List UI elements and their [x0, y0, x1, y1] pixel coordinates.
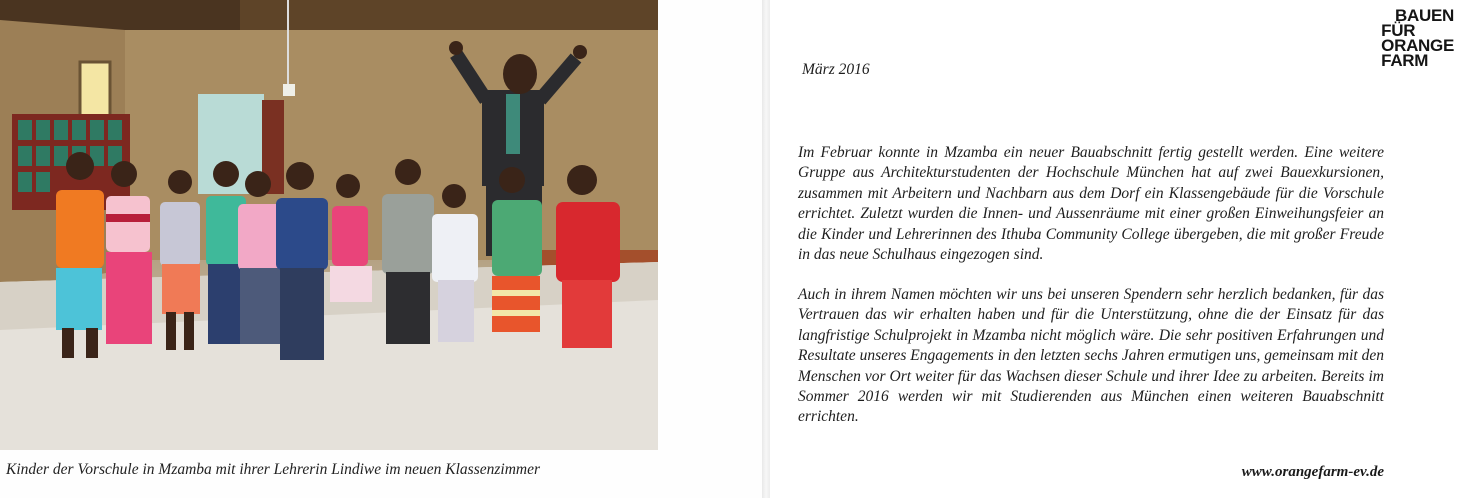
card-fold — [762, 0, 770, 498]
light-switch — [283, 84, 295, 96]
classroom-photo — [0, 0, 658, 450]
logo-line: FARM — [1381, 51, 1429, 70]
letter-date: März 2016 — [802, 61, 870, 78]
bauen-fuer-orange-farm-logo — [1381, 8, 1454, 68]
logo-line: BAUEN — [1395, 6, 1454, 25]
letter-paragraph-2: Auch in ihrem Namen möchten wir uns bei unseren Spendern sehr herzlich bedanken, für das Vertrauen das wir erhalten haben und für die Unterstützung, ohne die der Einsatz für das langfristige Schulprojekt in Mzamba nicht möglich wäre. Die sehr positiven Erfahrungen und Resultate unseres Engagements in den letzten sechs Jahren ermutigen uns, gemeinsam mit den Menschen vor Ort weiter für das Wachsen dieser Schule und ihrer Idee zu arbeiten. Bereits im Sommer 2016 werden wir mit Studierenden aus München einen weiteren Bauabschnitt errichten. — [798, 286, 1384, 426]
website-link[interactable]: www.orangefarm-ev.de — [1241, 464, 1384, 480]
letter-paragraph-1: Im Februar konnte in Mzamba ein neuer Bauabschnitt fertig gestellt werden. Eine weitere Gruppe aus Architekturstudenten der Hochschule München hat auf zwei Bauexkursionen, zusammen mit Arbeitern und Nachbarn aus dem Dorf ein Klassengebäude für die Vorschule errichtet. Zuletzt wurden die Innen- und Aussenräume mit einer großen Einweihungsfeier an die Kinder und Lehrerinnen des Ithuba Community College übergeben, die mit großer Freude in das neue Schulhaus eingezogen sind. — [798, 144, 1384, 264]
logo-line: ORANGE — [1381, 36, 1454, 55]
right-card-panel — [770, 0, 1472, 498]
photo-caption: Kinder der Vorschule in Mzamba mit ihrer Lehrerin Lindiwe im neuen Klassenzimmer — [6, 461, 541, 478]
logo-line: FÜR — [1381, 21, 1416, 40]
classroom-photo-illustration — [0, 0, 658, 450]
